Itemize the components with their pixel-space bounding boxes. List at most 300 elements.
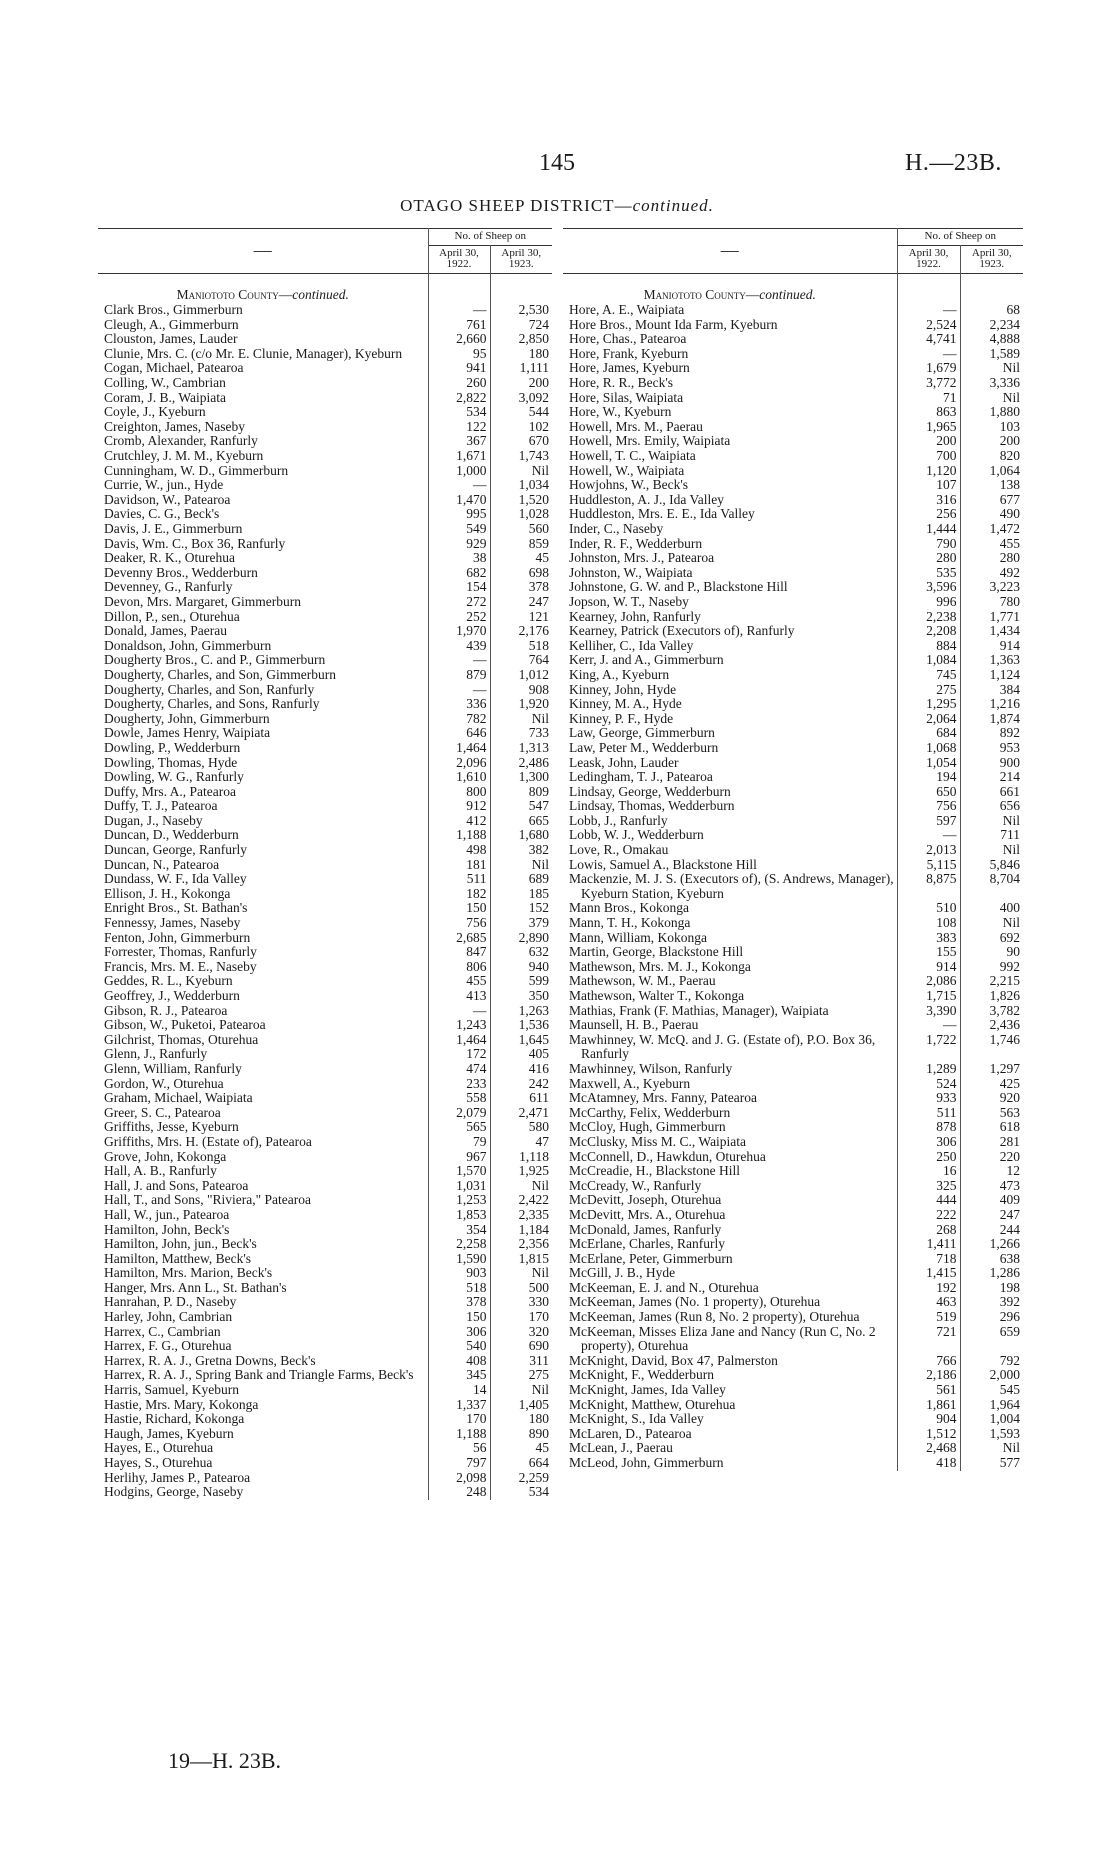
table-row [98,434,552,449]
year-1923-header: April 30, 1923. [960,245,1023,273]
table-row [98,901,552,916]
sheep-1922: 2,086 [897,974,960,989]
sheep-1922: 108 [897,916,960,931]
table-row [98,1106,552,1121]
table-row [563,726,1023,741]
owner-name: Donaldson, John, Gimmerburn [104,638,272,653]
sheep-1922: 535 [897,566,960,581]
table-row [98,376,552,391]
table-row [98,624,552,639]
table-row [563,1412,1023,1427]
owner-name: Hore, A. E., Waipiata [569,303,685,318]
owner-name: Harley, John, Cambrian [104,1310,233,1325]
sheep-1922: — [428,653,490,668]
sheep-1922: 1,715 [897,989,960,1004]
table-row [563,420,1023,435]
sheep-1923: 378 [490,580,552,595]
owner-name: Devenny Bros., Wedderburn [104,565,258,580]
sheep-1923: 392 [960,1295,1023,1310]
sheep-1922: 879 [428,668,490,683]
table-row [98,872,552,887]
sheep-1922: 1,470 [428,493,490,508]
owner-name: Davis, J. E., Gimmerburn [104,522,243,536]
sheep-1922: 16 [897,1164,960,1179]
sheep-1923: 1,645 [490,1033,552,1048]
sheep-1923: 2,335 [490,1208,552,1223]
sheep-1922: 912 [428,799,490,814]
sheep-1923: 599 [490,974,552,989]
sheep-1923: Nil [490,1266,552,1281]
sheep-1922: — [428,683,490,698]
sheep-1922: 260 [428,376,490,391]
table-row [563,1456,1023,1471]
owner-name: Harris, Samuel, Kyeburn [104,1383,239,1398]
sheep-1923: 405 [490,1047,552,1062]
owner-name: McCloy, Hugh, Gimmerburn [569,1120,726,1135]
sheep-1923: 8,704 [960,872,1023,901]
sheep-1922: 511 [428,872,490,887]
sheep-1922: 646 [428,726,490,741]
sheep-1923: 45 [490,551,552,566]
table-row [563,449,1023,464]
sheep-1923: 1,589 [960,347,1023,362]
sheep-1922: 2,208 [897,624,960,639]
owner-name: Enright Bros., St. Bathan's [104,901,248,916]
sheep-1922: 684 [897,726,960,741]
table-row [563,361,1023,376]
owner-name: McKnight, S., Ida Valley [569,1412,704,1427]
sheep-1923: 1,263 [490,1004,552,1019]
sheep-1923: 2,890 [490,931,552,946]
sheep-1922: 325 [897,1179,960,1194]
table-row [98,1266,552,1281]
owner-name: Hore Bros., Mount Ida Farm, Kyeburn [569,317,778,332]
sheep-1922: 519 [897,1310,960,1325]
sheep-1923: 1,743 [490,449,552,464]
sheep-1923: 560 [490,522,552,537]
sheep-1922: 1,464 [428,741,490,756]
sheep-1923: 638 [960,1252,1023,1267]
table-row [563,697,1023,712]
sheep-1922: 222 [897,1208,960,1223]
sheep-1922: 904 [897,1412,960,1427]
sheep-1922: 1,610 [428,770,490,785]
sheep-1923: 281 [960,1135,1023,1150]
sheep-1923: 724 [490,318,552,333]
sheep-1922: 252 [428,610,490,625]
owner-name: McCarthy, Felix, Wedderburn [569,1105,731,1120]
owner-name: McCready, W., Ranfurly [569,1178,702,1193]
sheep-1923: 350 [490,989,552,1004]
sheep-1923: 914 [960,639,1023,654]
title-suffix: continued. [632,196,714,215]
owner-name: Davies, C. G., Beck's [104,507,220,522]
sheep-1923: 214 [960,770,1023,785]
table-row [563,318,1023,333]
sheep-1923: 1,124 [960,668,1023,683]
table-row [563,1295,1023,1310]
name-column-header: — [253,240,272,260]
sheep-1923: 656 [960,799,1023,814]
sheep-1923: 545 [960,1383,1023,1398]
owner-name: Donald, James, Paerau [104,624,227,639]
sheep-1922: 192 [897,1281,960,1296]
table-row [98,916,552,931]
sheep-1922: 2,079 [428,1106,490,1121]
sheep-1922: 1,464 [428,1033,490,1048]
sheep-1922: 354 [428,1223,490,1238]
sheep-1923: 792 [960,1354,1023,1369]
sheep-1922: 914 [897,960,960,975]
sheep-1922: 1,679 [897,361,960,376]
sheep-1922: 1,970 [428,624,490,639]
table-row [98,1237,552,1252]
owner-name: Herlihy, James P., Patearoa [104,1470,251,1485]
sheep-1923: 180 [490,1412,552,1427]
table-row [98,522,552,537]
sheep-1923: 45 [490,1441,552,1456]
sheep-1923: 1,012 [490,668,552,683]
owner-name: Coyle, J., Kyeburn [104,405,206,420]
owner-name: Johnstone, G. W. and P., Blackstone Hill [569,580,788,595]
sheep-1922: 122 [428,420,490,435]
table-row [563,1368,1023,1383]
sheep-1923: 780 [960,595,1023,610]
table-row [563,391,1023,406]
sheep-1922: 2,822 [428,391,490,406]
sheep-1922: 2,096 [428,756,490,771]
sheep-1923: 170 [490,1310,552,1325]
owner-name: Fennessy, James, Naseby [104,916,241,931]
sheep-1922: 1,444 [897,522,960,537]
sheep-1923: 908 [490,683,552,698]
sheep-1923: 890 [490,1427,552,1442]
sheep-1922: 181 [428,858,490,873]
sheep-1923: 692 [960,931,1023,946]
table-row [563,610,1023,625]
sheep-1922: 534 [428,405,490,420]
table-row [563,522,1023,537]
owner-name: Leask, John, Lauder [569,755,679,770]
county-section-heading [98,273,552,303]
owner-name: McKnight, Matthew, Oturehua [569,1397,736,1412]
owner-name: Harrex, R. A. J., Gretna Downs, Beck's [104,1353,316,1368]
sheep-1922: 718 [897,1252,960,1267]
owner-name: Haugh, James, Kyeburn [104,1426,234,1441]
owner-name: Dowling, W. G., Ranfurly [104,770,244,785]
sheep-1922: 878 [897,1120,960,1135]
owner-name: Hore, Frank, Kyeburn [569,346,689,361]
sheep-1923: 2,486 [490,756,552,771]
table-row [98,799,552,814]
sheep-1922: 782 [428,712,490,727]
table-row [98,332,552,347]
sheep-1923: 953 [960,741,1023,756]
sheep-1922: 154 [428,580,490,595]
sheep-1923: 992 [960,960,1023,975]
table-row [563,1018,1023,1033]
sheep-1922: 1,054 [897,756,960,771]
sheep-1923: 3,782 [960,1004,1023,1019]
owner-name: McKeeman, E. J. and N., Oturehua [569,1280,759,1295]
table-row [563,1223,1023,1238]
table-row [563,989,1023,1004]
table-row [563,945,1023,960]
owner-name: Lindsay, George, Wedderburn [569,784,731,799]
county-suffix: continued. [759,286,816,302]
owner-name: Deaker, R. K., Oturehua [104,551,236,566]
sheep-1922: 700 [897,449,960,464]
sheep-1922: 378 [428,1295,490,1310]
sheep-1922: 272 [428,595,490,610]
owner-name: Hall, T., and Sons, "Riviera," Patearoa [104,1193,311,1208]
table-row [563,332,1023,347]
sheep-1923: 4,888 [960,332,1023,347]
sheep-1923: 90 [960,945,1023,960]
sheep-1922: 1,722 [897,1033,960,1062]
owner-name: Kearney, Patrick (Executors of), Ranfurly [569,624,795,639]
owner-name: Geoffrey, J., Wedderburn [104,989,240,1003]
table-row [98,1135,552,1150]
sheep-1923: 2,356 [490,1237,552,1252]
table-row [563,1354,1023,1369]
sheep-1922: 1,243 [428,1018,490,1033]
sheep-1922: 408 [428,1354,490,1369]
sheep-1922: — [428,1004,490,1019]
owner-name: Dougherty, Charles, and Sons, Ranfurly [104,697,320,712]
table-row [98,449,552,464]
sheep-1923: 920 [960,1091,1023,1106]
sheep-1922: 79 [428,1135,490,1150]
table-row [98,858,552,873]
sheep-1922: 248 [428,1485,490,1500]
table-row [98,1339,552,1354]
table-row [563,1077,1023,1092]
sheep-1922: 2,685 [428,931,490,946]
table-row [563,814,1023,829]
table-row [563,493,1023,508]
table-row [98,1383,552,1398]
table-row [98,668,552,683]
sheep-1923: 1,434 [960,624,1023,639]
owner-name: Gordon, W., Oturehua [104,1076,224,1091]
sheep-1922: — [897,347,960,362]
sheep-1923: 1,118 [490,1150,552,1165]
owner-name: Colling, W., Cambrian [104,376,226,391]
table-row [98,1047,552,1062]
sheep-1923: 1,874 [960,712,1023,727]
table-row [563,1120,1023,1135]
sheep-1923: 580 [490,1120,552,1135]
table-row [98,931,552,946]
table-row [98,1281,552,1296]
table-row [98,945,552,960]
owner-name: Forrester, Thomas, Ranfurly [104,945,257,960]
sheep-1922: 4,741 [897,332,960,347]
sheep-1922: 1,337 [428,1398,490,1413]
table-row [98,610,552,625]
footer-signature: 19—H. 23B. [168,1748,282,1773]
table-row [98,347,552,362]
sheep-1923: 1,920 [490,697,552,712]
right-sheep-table [563,228,1023,1471]
sheep-1922: 797 [428,1456,490,1471]
table-row [98,361,552,376]
sheep-1923: 2,215 [960,974,1023,989]
sheep-1922: 1,253 [428,1193,490,1208]
owner-name: Law, Peter M., Wedderburn [569,740,719,755]
county-suffix: continued. [292,286,349,302]
year-1922-header: April 30, 1922. [897,245,960,273]
sheep-1922: 306 [897,1135,960,1150]
sheep-1923: 1,266 [960,1237,1023,1252]
table-row [98,1033,552,1048]
sheep-1923: 661 [960,785,1023,800]
table-row [98,1018,552,1033]
sheep-1923: 698 [490,566,552,581]
sheep-1922: 524 [897,1077,960,1092]
owner-name: Law, George, Gimmerburn [569,726,715,741]
table-row [98,580,552,595]
owner-name: McAtamney, Mrs. Fanny, Patearoa [569,1091,757,1106]
table-row [563,1398,1023,1413]
owner-name: Davis, Wm. C., Box 36, Ranfurly [104,536,286,551]
sheep-1923: 244 [960,1223,1023,1238]
owner-name: McDevitt, Joseph, Oturehua [569,1193,722,1208]
sheep-1922: 172 [428,1047,490,1062]
sheep-1922: 761 [428,318,490,333]
table-row [98,1310,552,1325]
sheep-1923: 3,336 [960,376,1023,391]
table-row [98,1077,552,1092]
table-row [563,1441,1023,1456]
table-row [563,434,1023,449]
table-row [98,1427,552,1442]
sheep-1922: 1,068 [897,741,960,756]
sheep-1923: 2,176 [490,624,552,639]
sheep-1922: 306 [428,1325,490,1340]
sheep-1923: 2,850 [490,332,552,347]
left-column [98,228,552,1500]
owner-name: Hayes, S., Oturehua [104,1456,213,1470]
owner-name: Dowle, James Henry, Waipiata [104,726,271,741]
table-row [563,464,1023,479]
page-number: 145 [539,150,575,176]
sheep-1923: Nil [960,916,1023,931]
sheep-1923: 275 [490,1368,552,1383]
table-row [98,420,552,435]
table-row [98,1295,552,1310]
sheep-1923: 138 [960,478,1023,493]
document-reference: H.—23B. [905,150,1002,176]
table-row [98,814,552,829]
table-row [98,887,552,902]
owner-name: Kelliher, C., Ida Valley [569,638,694,653]
sheep-1922: 1,084 [897,653,960,668]
table-row [563,347,1023,362]
sheep-1922: 3,390 [897,1004,960,1019]
table-row [98,1179,552,1194]
owner-name: Dowling, Thomas, Hyde [104,755,238,770]
table-row [563,595,1023,610]
sheep-1923: 198 [960,1281,1023,1296]
sheep-1922: 498 [428,843,490,858]
owner-name: Gibson, R. J., Patearoa [104,1003,228,1018]
sheep-1922: 745 [897,668,960,683]
sheep-1922: 155 [897,945,960,960]
sheep-1922: 2,468 [897,1441,960,1456]
sheep-1923: 689 [490,872,552,887]
sheep-1923: 563 [960,1106,1023,1121]
sheep-1923: 2,000 [960,1368,1023,1383]
owner-name: Hore, W., Kyeburn [569,405,672,420]
owner-name: Hanrahan, P. D., Naseby [104,1295,237,1310]
owner-name: Lobb, J., Ranfurly [569,813,668,828]
table-row [98,537,552,552]
sheep-1923: 1,680 [490,828,552,843]
sheep-1922: — [428,478,490,493]
owner-name: Howjohns, W., Beck's [569,478,689,493]
table-row [563,872,1023,901]
sheep-1923: 47 [490,1135,552,1150]
sheep-1923: 1,216 [960,697,1023,712]
sheep-1922: 1,031 [428,1179,490,1194]
sheep-1923: 242 [490,1077,552,1092]
sheep-1923: 492 [960,566,1023,581]
sheep-1923: 490 [960,507,1023,522]
sheep-1922: 280 [897,551,960,566]
sheep-1923: 665 [490,814,552,829]
sheep-1922: 1,188 [428,828,490,843]
sheep-1923: Nil [490,1383,552,1398]
sheep-1922: 847 [428,945,490,960]
owner-name: Hore, Chas., Patearoa [569,332,687,347]
owner-name: Lindsay, Thomas, Wedderburn [569,799,735,814]
sheep-1923: 1,771 [960,610,1023,625]
owner-name: Johnston, Mrs. J., Patearoa [569,551,715,566]
sheep-1923: 809 [490,785,552,800]
owner-name: Gibson, W., Puketoi, Patearoa [104,1018,266,1033]
owner-name: Duffy, T. J., Patearoa [104,799,218,814]
sheep-1923: 2,234 [960,318,1023,333]
sheep-1922: 929 [428,537,490,552]
table-row [98,1354,552,1369]
owner-name: Mawhinney, W. McQ. and J. G. (Estate of), P.O. Box 36, Ranfurly [569,1032,876,1062]
sheep-1922: 2,098 [428,1471,490,1486]
table-row [98,653,552,668]
sheep-1923: 1,297 [960,1062,1023,1077]
owner-name: Ellison, J. H., Kokonga [104,886,231,901]
table-row [98,1164,552,1179]
table-row [563,1325,1023,1354]
sheep-1923: 534 [490,1485,552,1500]
table-row [563,1164,1023,1179]
sheep-1922: 439 [428,639,490,654]
table-row [98,639,552,654]
sheep-1923: Nil [490,858,552,873]
owner-name: Hayes, E., Oturehua [104,1441,214,1456]
owner-name: Davidson, W., Patearoa [104,492,231,507]
sheep-1922: 1,570 [428,1164,490,1179]
sheep-1922: — [897,303,960,318]
sheep-1923: 280 [960,551,1023,566]
table-row [98,493,552,508]
table-row [563,624,1023,639]
sheep-1923: 5,846 [960,858,1023,873]
owner-name: Duncan, D., Wedderburn [104,828,239,843]
owner-name: McDonald, James, Ranfurly [569,1222,722,1237]
sheep-1922: 256 [897,507,960,522]
